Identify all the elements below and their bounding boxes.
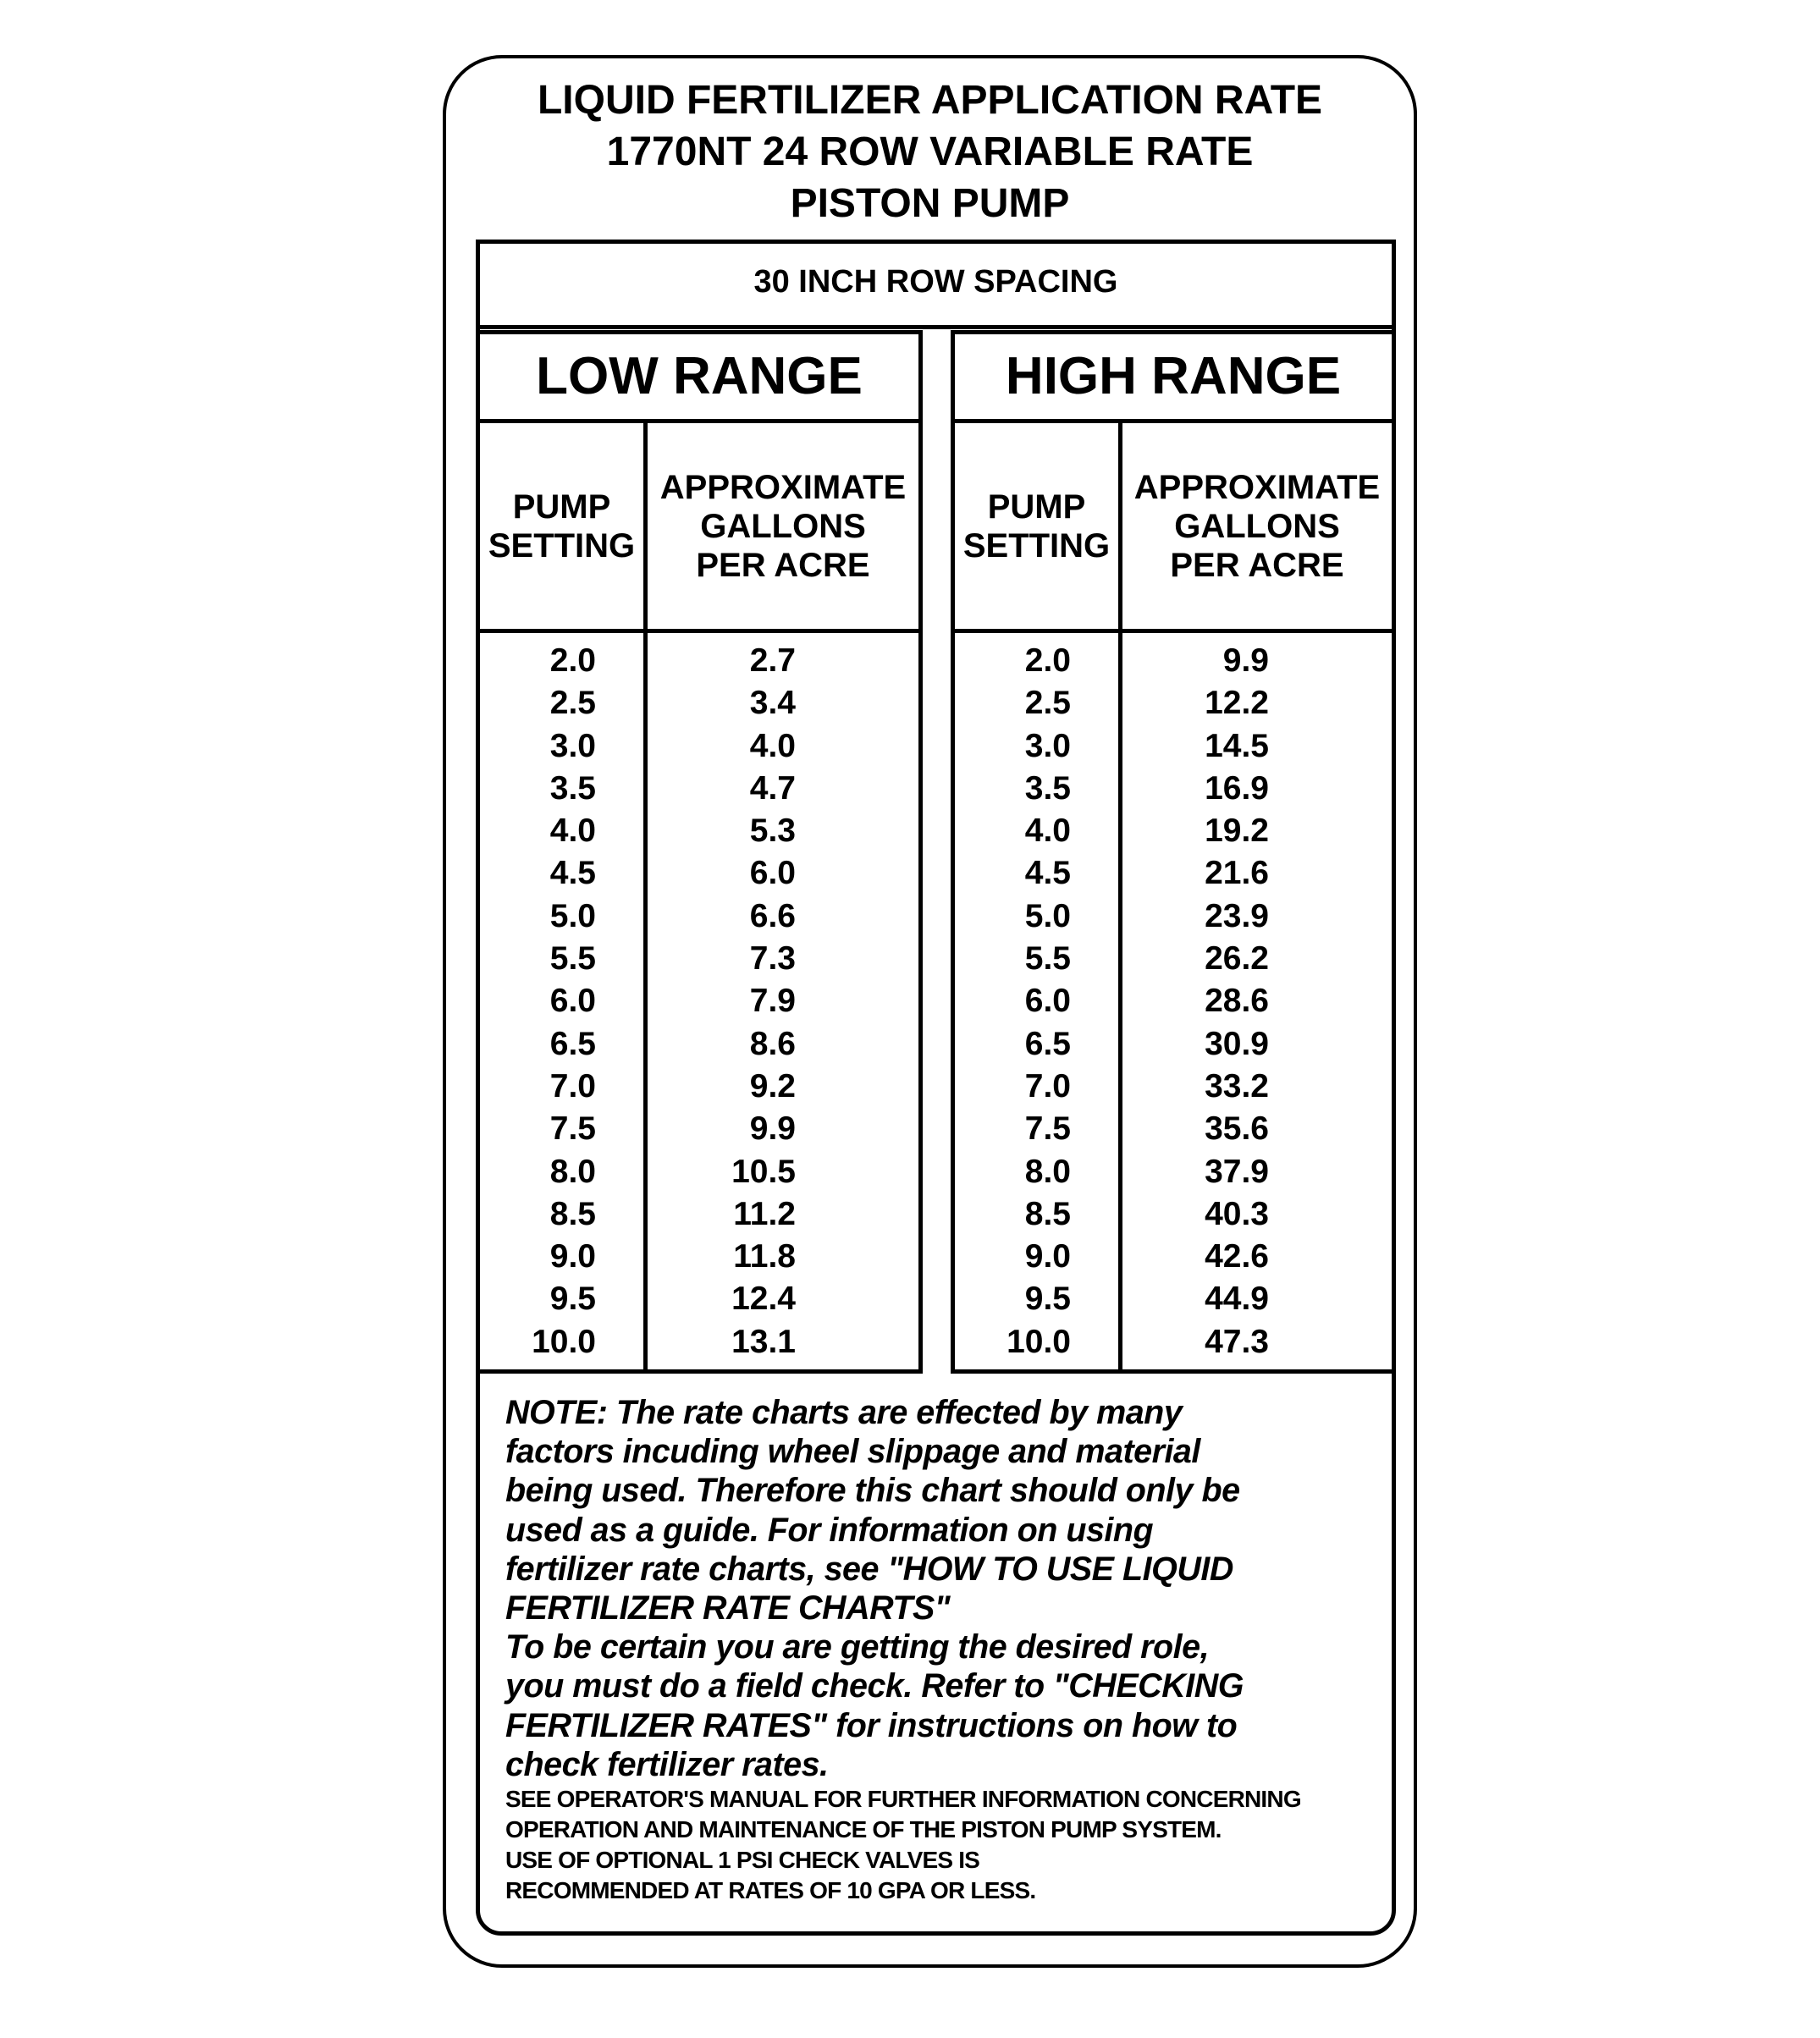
- table-row: [955, 725, 1392, 768]
- table-row: [480, 725, 918, 768]
- table-row: [955, 895, 1392, 938]
- gallons-per-acre-cell: 7.9: [749, 983, 796, 1020]
- gallons-per-acre-cell: 30.9: [1205, 1025, 1269, 1062]
- gallons-per-acre-cell: 16.9: [1205, 769, 1269, 807]
- gallons-per-acre-cell: 10.5: [731, 1153, 796, 1190]
- pump-setting-cell: 2.5: [1024, 685, 1071, 722]
- header-line: GALLONS: [1174, 507, 1340, 545]
- pump-setting-cell: 9.5: [549, 1281, 596, 1318]
- table-row: [955, 938, 1392, 980]
- gallons-per-acre-cell: 4.7: [749, 769, 796, 807]
- high-range-heading: HIGH RANGE: [955, 334, 1392, 423]
- header-line: SETTING: [488, 526, 636, 565]
- gallons-per-acre-cell: 11.8: [733, 1238, 796, 1275]
- table-row: [955, 1108, 1392, 1150]
- table-row: [955, 640, 1392, 682]
- gallons-per-acre-cell: 14.5: [1205, 727, 1269, 764]
- gallons-per-acre-cell: 40.3: [1205, 1195, 1269, 1232]
- pump-setting-header: [955, 423, 1118, 633]
- pump-setting-cell: 6.5: [549, 1025, 596, 1062]
- pump-setting-cell: 5.5: [1024, 940, 1071, 978]
- note-line: To be certain you are getting the desired role,: [505, 1628, 1210, 1666]
- table-row: [480, 1278, 918, 1320]
- table-row: [480, 810, 918, 852]
- note-line: FERTILIZER RATE CHARTS": [505, 1589, 951, 1628]
- table-row: [480, 682, 918, 724]
- gallons-per-acre-cell: 26.2: [1205, 940, 1269, 978]
- pump-setting-cell: 3.5: [1024, 769, 1071, 807]
- low-range-rows: [480, 633, 918, 1363]
- pump-setting-cell: 7.0: [1024, 1067, 1071, 1104]
- note-line: check fertilizer rates.: [505, 1745, 829, 1783]
- pump-setting-cell: 10.0: [532, 1323, 596, 1360]
- header-line: PER ACRE: [696, 546, 870, 584]
- note-text: [505, 1393, 1394, 1784]
- table-row: [955, 768, 1392, 810]
- gallons-per-acre-header: [648, 423, 918, 633]
- gallons-per-acre-cell: 19.2: [1205, 812, 1269, 850]
- table-row: [480, 895, 918, 938]
- pump-setting-cell: 6.0: [1024, 983, 1071, 1020]
- table-row: [955, 1023, 1392, 1066]
- pump-setting-cell: 6.0: [549, 983, 596, 1020]
- low-range-heading: LOW RANGE: [480, 334, 918, 423]
- notice-line: OPERATION AND MAINTENANCE OF THE PISTON PUMP SYSTEM.: [505, 1816, 1222, 1842]
- title-line: 1770NT 24 ROW VARIABLE RATE: [606, 129, 1254, 174]
- pump-setting-cell: 6.5: [1024, 1025, 1071, 1062]
- table-row: [480, 1151, 918, 1193]
- table-row: [480, 1193, 918, 1236]
- table-row: [955, 1278, 1392, 1320]
- pump-setting-cell: 3.5: [549, 769, 596, 807]
- pump-setting-cell: 5.0: [549, 897, 596, 934]
- gallons-per-acre-cell: 8.6: [749, 1025, 796, 1062]
- note-line: used as a guide. For information on using: [505, 1511, 1154, 1549]
- pump-setting-cell: 9.0: [549, 1238, 596, 1275]
- header-line: SETTING: [962, 526, 1111, 565]
- gallons-per-acre-cell: 2.7: [749, 642, 796, 679]
- table-row: [480, 938, 918, 980]
- title-line: LIQUID FERTILIZER APPLICATION RATE: [537, 78, 1323, 123]
- table-row: [480, 980, 918, 1022]
- table-row: [480, 1108, 918, 1150]
- pump-setting-cell: 8.0: [1024, 1153, 1071, 1190]
- gallons-per-acre-cell: 6.0: [749, 855, 796, 892]
- row-spacing-label: 30 INCH ROW SPACING: [476, 240, 1396, 329]
- note-line: you must do a field check. Refer to "CHECKING: [505, 1667, 1244, 1705]
- table-row: [955, 1236, 1392, 1278]
- notice-line: USE OF OPTIONAL 1 PSI CHECK VALVES IS: [505, 1847, 980, 1873]
- gallons-per-acre-header: [1122, 423, 1392, 633]
- gallons-per-acre-cell: 4.0: [749, 727, 796, 764]
- table-row: [955, 1193, 1392, 1236]
- table-row: [480, 1023, 918, 1066]
- gallons-per-acre-cell: 9.9: [749, 1110, 796, 1148]
- gallons-per-acre-cell: 13.1: [731, 1323, 796, 1360]
- pump-setting-cell: 7.0: [549, 1067, 596, 1104]
- gallons-per-acre-cell: 12.4: [731, 1281, 796, 1318]
- manual-notice: [505, 1784, 1394, 1906]
- table-row: [480, 640, 918, 682]
- pump-setting-cell: 8.5: [1024, 1195, 1071, 1232]
- pump-setting-cell: 4.5: [1024, 855, 1071, 892]
- gallons-per-acre-cell: 6.6: [749, 897, 796, 934]
- gallons-per-acre-cell: 21.6: [1205, 855, 1269, 892]
- gallons-per-acre-cell: 7.3: [749, 940, 796, 978]
- notice-line: SEE OPERATOR'S MANUAL FOR FURTHER INFORMATION CONCERNING: [505, 1786, 1301, 1812]
- note-line: NOTE: The rate charts are effected by many: [505, 1394, 1183, 1431]
- pump-setting-cell: 8.5: [549, 1195, 596, 1232]
- pump-setting-cell: 10.0: [1007, 1323, 1071, 1360]
- gallons-per-acre-cell: 23.9: [1205, 897, 1269, 934]
- pump-setting-cell: 8.0: [549, 1153, 596, 1190]
- pump-setting-cell: 2.0: [549, 642, 596, 679]
- pump-setting-cell: 5.5: [549, 940, 596, 978]
- pump-setting-cell: 3.0: [549, 727, 596, 764]
- table-row: [480, 1236, 918, 1278]
- header-line: APPROXIMATE: [1133, 468, 1381, 506]
- low-range-table: [476, 330, 923, 1374]
- header-line: GALLONS: [700, 507, 866, 545]
- decal-title: [443, 74, 1417, 229]
- high-range-rows: [955, 633, 1392, 1363]
- gallons-per-acre-cell: 47.3: [1205, 1323, 1269, 1360]
- header-line: PUMP: [512, 487, 611, 526]
- table-row: [955, 980, 1392, 1022]
- pump-setting-cell: 7.5: [549, 1110, 596, 1148]
- gallons-per-acre-cell: 5.3: [749, 812, 796, 850]
- gallons-per-acre-cell: 28.6: [1205, 983, 1269, 1020]
- title-line: PISTON PUMP: [790, 181, 1070, 226]
- note-line: fertilizer rate charts, see "HOW TO USE LIQUID: [505, 1550, 1233, 1588]
- pump-setting-cell: 7.5: [1024, 1110, 1071, 1148]
- gallons-per-acre-cell: 37.9: [1205, 1153, 1269, 1190]
- pump-setting-cell: 4.0: [549, 812, 596, 850]
- gallons-per-acre-cell: 42.6: [1205, 1238, 1269, 1275]
- pump-setting-header: [480, 423, 643, 633]
- high-range-table: [951, 330, 1396, 1374]
- header-line: PER ACRE: [1170, 546, 1344, 584]
- table-row: [480, 852, 918, 895]
- pump-setting-cell: 4.0: [1024, 812, 1071, 850]
- gallons-per-acre-cell: 44.9: [1205, 1281, 1269, 1318]
- table-row: [480, 1321, 918, 1363]
- gallons-per-acre-cell: 3.4: [749, 685, 796, 722]
- gallons-per-acre-cell: 9.9: [1222, 642, 1269, 679]
- pump-setting-cell: 9.0: [1024, 1238, 1071, 1275]
- table-row: [955, 810, 1392, 852]
- table-row: [480, 768, 918, 810]
- table-row: [480, 1066, 918, 1108]
- table-row: [955, 1151, 1392, 1193]
- header-line: PUMP: [987, 487, 1086, 526]
- gallons-per-acre-cell: 12.2: [1205, 685, 1269, 722]
- gallons-per-acre-cell: 35.6: [1205, 1110, 1269, 1148]
- table-row: [955, 1066, 1392, 1108]
- note-line: FERTILIZER RATES" for instructions on how to: [505, 1706, 1238, 1744]
- pump-setting-cell: 2.5: [549, 685, 596, 722]
- pump-setting-cell: 4.5: [549, 855, 596, 892]
- notice-line: RECOMMENDED AT RATES OF 10 GPA OR LESS.: [505, 1877, 1036, 1903]
- table-row: [955, 852, 1392, 895]
- table-row: [955, 1321, 1392, 1363]
- pump-setting-cell: 2.0: [1024, 642, 1071, 679]
- pump-setting-cell: 9.5: [1024, 1281, 1071, 1318]
- gallons-per-acre-cell: 9.2: [749, 1067, 796, 1104]
- table-row: [955, 682, 1392, 724]
- note-line: being used. Therefore this chart should only be: [505, 1472, 1240, 1510]
- pump-setting-cell: 5.0: [1024, 897, 1071, 934]
- gallons-per-acre-cell: 33.2: [1205, 1067, 1269, 1104]
- pump-setting-cell: 3.0: [1024, 727, 1071, 764]
- note-line: factors incuding wheel slippage and material: [505, 1433, 1200, 1471]
- header-line: APPROXIMATE: [659, 468, 907, 506]
- gallons-per-acre-cell: 11.2: [733, 1195, 796, 1232]
